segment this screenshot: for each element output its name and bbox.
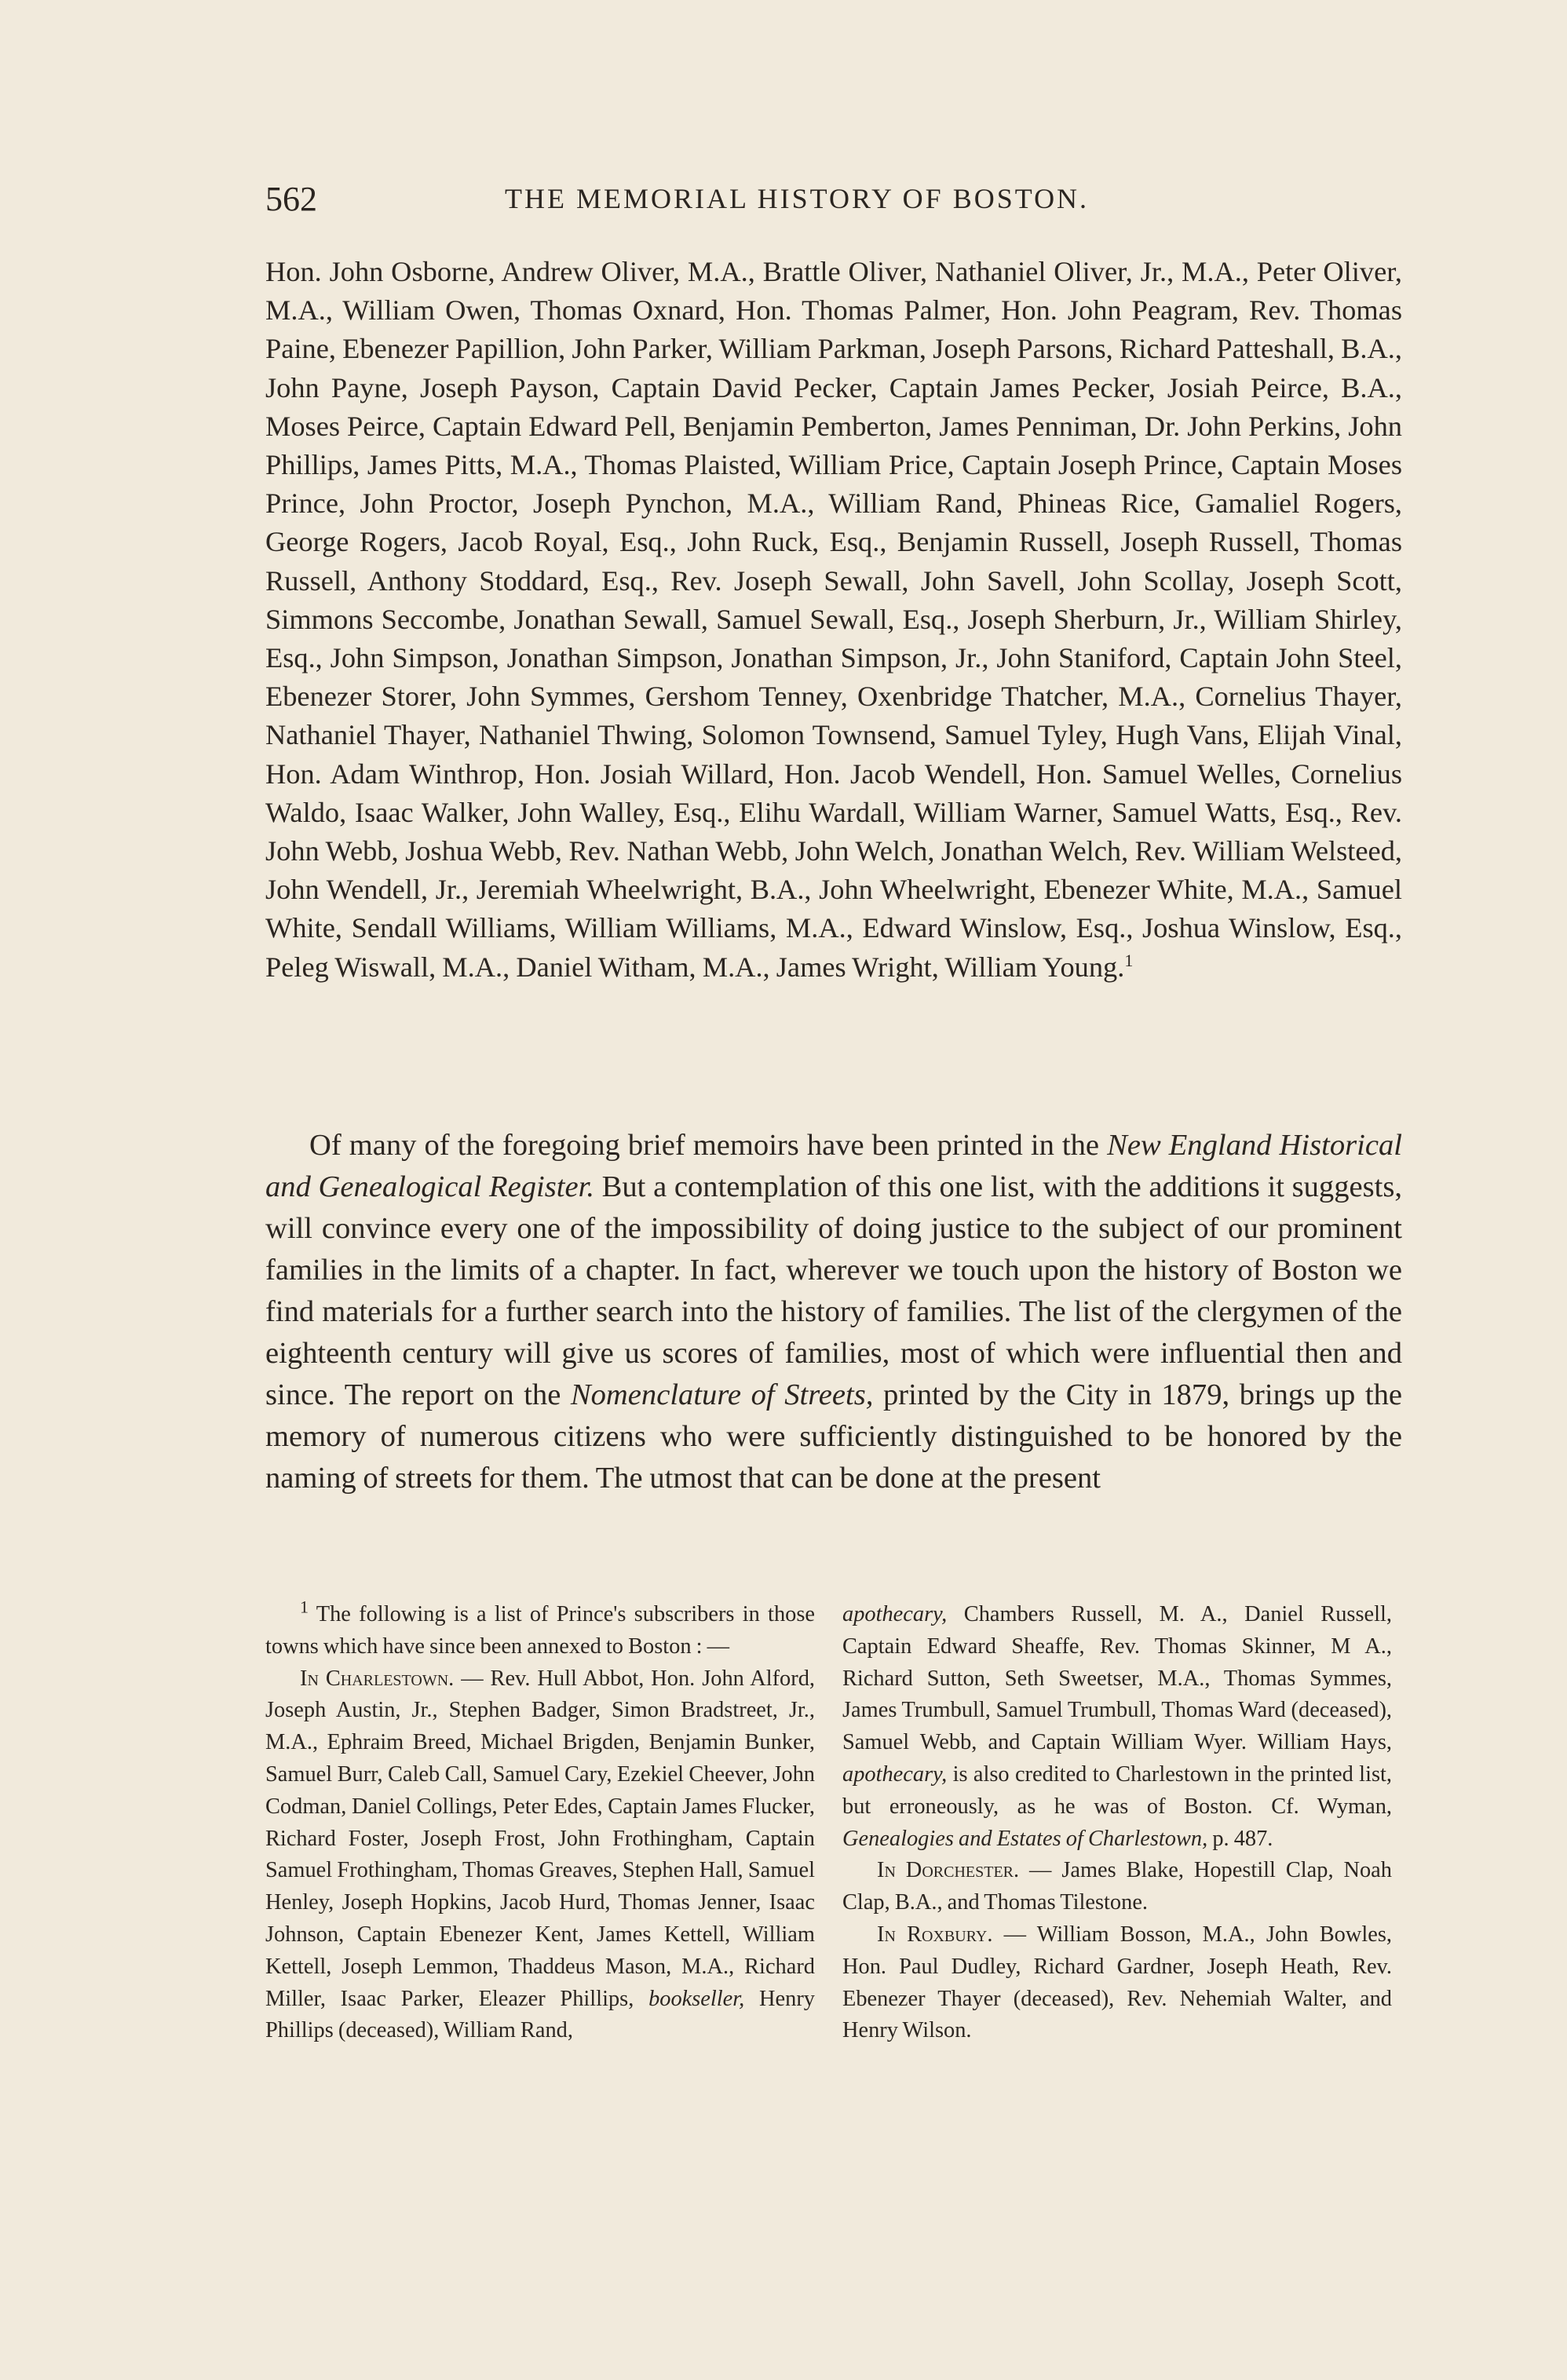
apothecary-term: apothecary, (842, 1602, 948, 1626)
footnote-column-right (842, 1599, 1392, 2133)
footnote-roxbury: In Roxbury. — William Bosson, M.A., John Bowles, Hon. Paul Dudley, Richard Gardner, Joseph Heath, Rev. Ebenezer Thayer (deceased), Rev. Nehemiah Walter, and Henry Wilson. (842, 1922, 1392, 2043)
page-number: 562 (265, 180, 317, 218)
body-paragraph (265, 1125, 1402, 1580)
footnote-charlestown-cont: apothecary, Chambers Russell, M. A., Daniel Russell, Captain Edward Sheaffe, Rev. Thomas Skinner, M A., Richard Sutton, Seth Sweetser, M.A., Thomas Symmes, James Trumbull, Samuel Trumbull, Thomas Ward (deceased), Samuel Webb, and Captain William Wyer. William Hays, apothecary, is also credited to Charlestown in the printed list, but erroneously, as he was of Boston. Cf. Wyman, Genealogies and Estates of Charlestown, p. 487. (842, 1602, 1392, 1851)
footnote-column-left (265, 1599, 815, 2133)
footnote-intro: $^1$ The following is a list of Prince's subscribers in those towns which have since been annexed to Boston : — (265, 1597, 815, 1659)
register-title: New England Historical and Genealogical Register. (265, 1129, 1402, 1203)
dorchester-label: In Dorchester. (877, 1858, 1020, 1883)
bookseller-term: bookseller, (648, 1986, 745, 2011)
footnote-reference: 1 (1124, 950, 1134, 970)
roxbury-label: In Roxbury. (877, 1922, 993, 1947)
footnote-mark: 1 (300, 1597, 309, 1617)
paragraph-text: printed by the City in 1879, brings up the memory of numerous citizens who were sufficiently distinguished to be honored by the naming of streets for them. The utmost that can be done at the present (265, 1378, 1403, 1495)
paragraph-text: Of many of the foregoing brief memoirs have been printed in the (309, 1129, 1108, 1162)
footnote-charlestown: In Charlestown. — Rev. Hull Abbot, Hon. John Alford, Joseph Austin, Jr., Stephen Badger, Simon Bradstreet, Jr., M.A., Ephraim Breed, Michael Brigden, Benjamin Bunker, Samuel Burr, Caleb Call, Samuel Cary, Ezekiel Cheever, John Codman, Daniel Collings, Peter Edes, Captain James Flucker, Richard Foster, Joseph Frost, John Frothingham, Captain Samuel Frothingham, Thomas Greaves, Stephen Hall, Samuel Henley, Joseph Hopkins, Jacob Hurd, Thomas Jenner, Isaac Johnson, Captain Ebenezer Kent, James Kettell, William Kettell, Joseph Lemmon, Thaddeus Mason, M.A., Richard Miller, Isaac Parker, Eleazer Phillips, bookseller, Henry Phillips (deceased), William Rand, (265, 1666, 815, 2043)
charlestown-label: In Charlestown. (300, 1666, 455, 1691)
subscriber-list-text: Hon. John Osborne, Andrew Oliver, M.A., Brattle Oliver, Nathaniel Oliver, Jr., M.A., Peter Oliver, M.A., William Owen, Thomas Oxnard, Hon. Thomas Palmer, Hon. John Peagram, Rev. Thomas Paine, Ebenezer Papillion, John Parker, William Parkman, Joseph Parsons, Richard Patteshall, B.A., John Payne, Joseph Payson, Captain David Pecker, Captain James Pecker, Josiah Peirce, B.A., Moses Peirce, Captain Edward Pell, Benjamin Pemberton, James Penniman, Dr. John Perkins, John Phillips, James Pitts, M.A., Thomas Plaisted, William Price, Captain Joseph Prince, Captain Moses Prince, John Proctor, Joseph Pynchon, M.A., William Rand, Phineas Rice, Gamaliel Rogers, George Rogers, Jacob Royal, Esq., John Ruck, Esq., Benjamin Russell, Joseph Russell, Thomas Russell, Anthony Stoddard, Esq., Rev. Joseph Sewall, John Savell, John Scollay, Joseph Scott, Simmons Seccombe, Jonathan Sewall, Samuel Sewall, Esq., Joseph Sherburn, Jr., William Shirley, Esq., John Simpson, Jonathan Simpson, Jonathan Simpson, Jr., John Staniford, Captain John Steel, Ebenezer Storer, John Symmes, Gershom Tenney, Oxenbridge Thatcher, M.A., Cornelius Thayer, Nathaniel Thayer, Nathaniel Thwing, Solomon Townsend, Samuel Tyley, Hugh Vans, Elijah Vinal, Hon. Adam Winthrop, Hon. Josiah Willard, Hon. Jacob Wendell, Hon. Samuel Welles, Cornelius Waldo, Isaac Walker, John Walley, Esq., Elihu Wardall, William Warner, Samuel Watts, Esq., Rev. John Webb, Joshua Webb, Rev. Nathan Webb, John Welch, Jonathan Welch, Rev. William Welsteed, John Wendell, Jr., Jeremiah Wheelwright, B.A., John Wheelwright, Ebenezer White, M.A., Samuel White, Sendall Williams, William Williams, M.A., Edward Winslow, Esq., Joshua Winslow, Esq., Peleg Wiswall, M.A., Daniel Witham, M.A., James Wright, William Young. (265, 256, 1402, 983)
nomenclature-title: Nomenclature of Streets, (570, 1378, 874, 1411)
footnote-dorchester: In Dorchester. — James Blake, Hopestill Clap, Noah Clap, B.A., and Thomas Tilestone. (842, 1858, 1392, 1915)
subscriber-list (265, 253, 1402, 1112)
paragraph-text: But a contemplation of this one list, with the additions it suggests, will convince every one of the impossibility of doing justice to the subject of our prominent families in the limits of a chapter. In fact, wherever we touch upon the history of Boston we find materials for a further search into the history of families. The list of the clergymen of the eighteenth century will give us scores of families, most of which were influential then and since. The report on the (265, 1170, 1403, 1411)
apothecary-term: apothecary, (842, 1761, 948, 1787)
running-header (265, 179, 1396, 226)
wyman-title: Genealogies and Estates of Charlestown, (842, 1826, 1208, 1851)
running-title: THE MEMORIAL HISTORY OF BOSTON. (505, 183, 1090, 214)
